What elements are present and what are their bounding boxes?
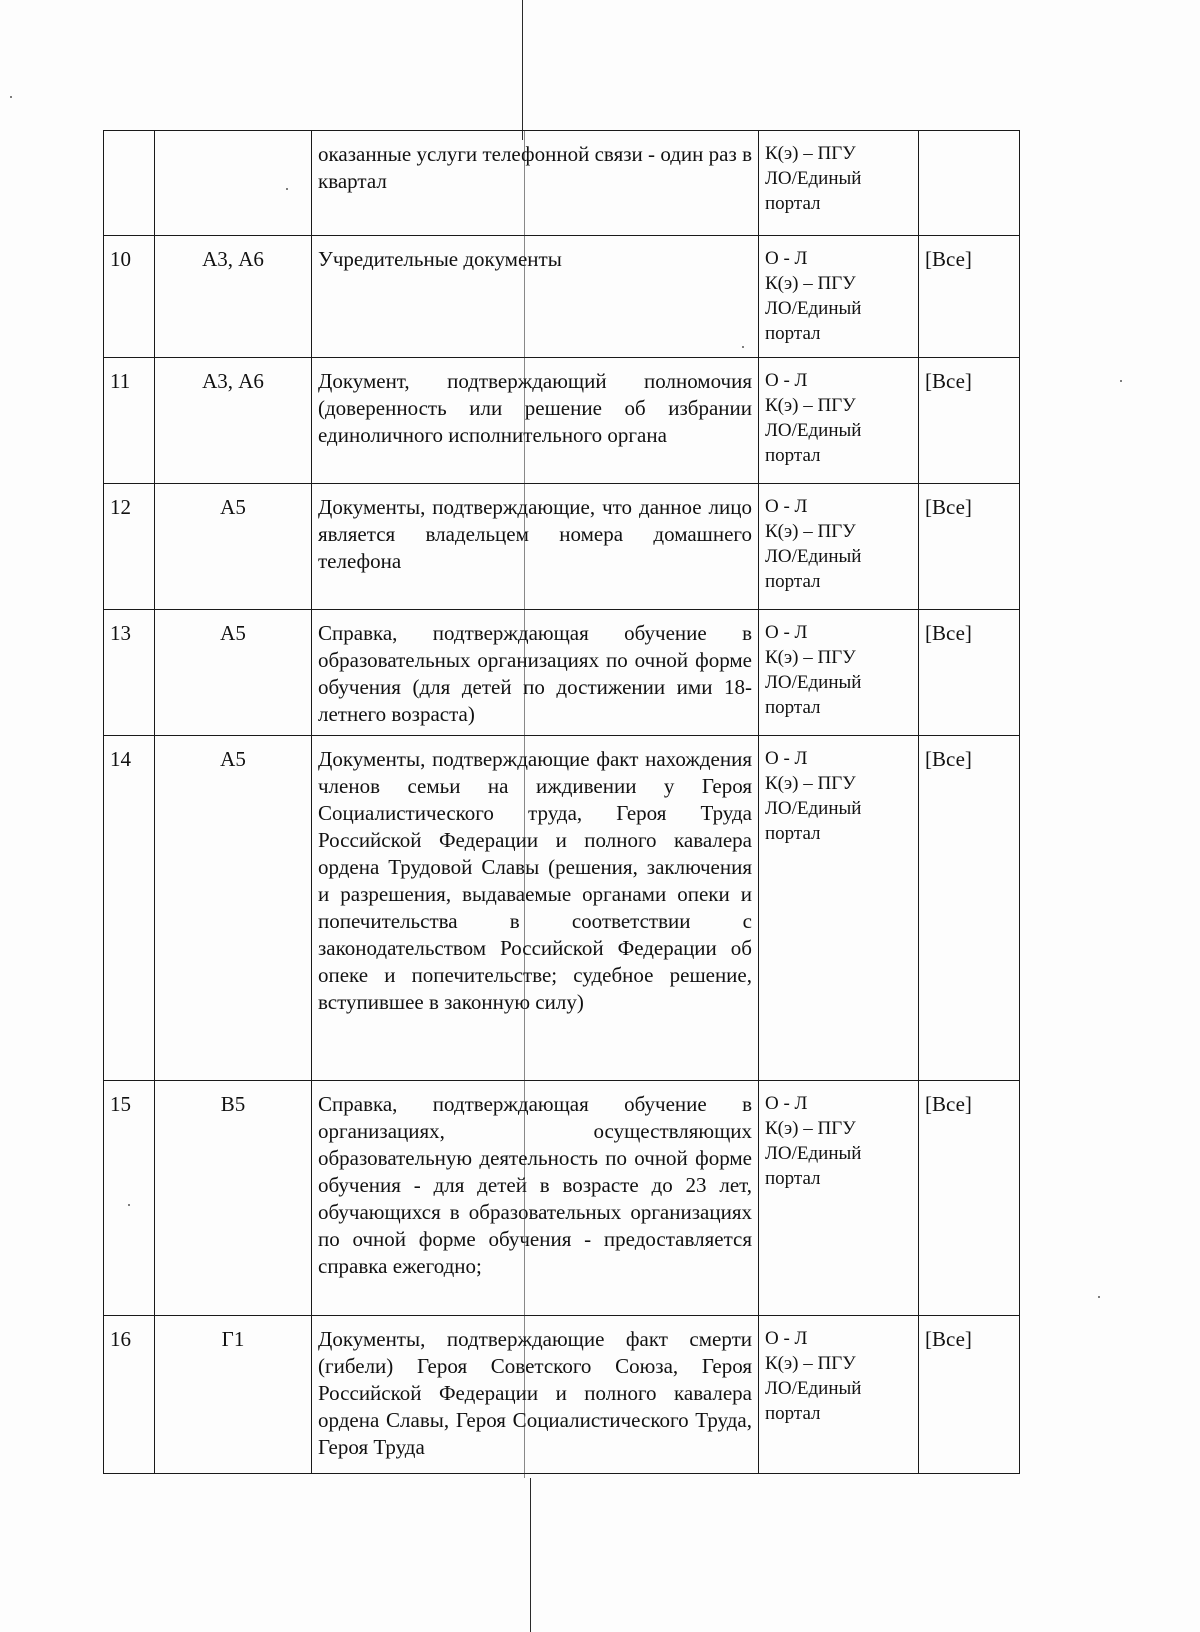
row-code <box>155 131 312 236</box>
row-document: Документ, подтверждающий полномочия (доверенность или решение об избрании единоличного исполнительного органа <box>312 358 759 484</box>
row-code: А3, А6 <box>155 358 312 484</box>
form-line: ЛО/Единый <box>765 546 862 567</box>
row-document: Документы, подтверждающие, что данное лицо является владельцем номера домашнего телефона <box>312 484 759 610</box>
form-line: портал <box>765 193 821 214</box>
table-row <box>104 131 1020 236</box>
table-row <box>104 358 1020 484</box>
row-number: 11 <box>104 358 155 484</box>
scan-fold-line-bottom <box>530 1478 531 1632</box>
row-code: А5 <box>155 736 312 1081</box>
row-number: 16 <box>104 1316 155 1474</box>
table-row <box>104 236 1020 358</box>
scan-speck <box>742 346 744 348</box>
form-line: портал <box>765 1168 821 1189</box>
form-line: О - Л <box>765 370 808 391</box>
row-number: 12 <box>104 484 155 610</box>
row-number <box>104 131 155 236</box>
table-row <box>104 610 1020 736</box>
row-document: Документы, подтверждающие факт смерти (гибели) Героя Советского Союза, Героя Российской Федерации и полного кавалера ордена Славы, Героя Социалистического Труда, Героя Труда <box>312 1316 759 1474</box>
row-applicability: [Все] <box>919 610 1020 736</box>
table-row <box>104 1081 1020 1316</box>
scan-speck <box>1120 380 1122 382</box>
form-line: портал <box>765 445 821 466</box>
form-line: К(э) – ПГУ <box>765 521 856 542</box>
row-number: 14 <box>104 736 155 1081</box>
form-line: ЛО/Единый <box>765 672 862 693</box>
row-number: 10 <box>104 236 155 358</box>
row-submission-form <box>759 484 919 610</box>
form-line: портал <box>765 571 821 592</box>
row-submission-form <box>759 358 919 484</box>
form-line: О - Л <box>765 496 808 517</box>
form-line: К(э) – ПГУ <box>765 647 856 668</box>
row-number: 13 <box>104 610 155 736</box>
row-submission-form <box>759 610 919 736</box>
form-line: О - Л <box>765 1328 808 1349</box>
row-submission-form <box>759 236 919 358</box>
form-line: К(э) – ПГУ <box>765 1118 856 1139</box>
row-submission-form <box>759 1081 919 1316</box>
row-applicability: [Все] <box>919 1081 1020 1316</box>
row-applicability: [Все] <box>919 484 1020 610</box>
table-row <box>104 736 1020 1081</box>
row-document: Справка, подтверждающая обучение в организациях, осуществляющих образовательную деятельность по очной форме обучения - для детей в возрасте до 23 лет, обучающихся в образовательных организациях по очной форме обучения - предоставляется справка ежегодно; <box>312 1081 759 1316</box>
row-code: А5 <box>155 610 312 736</box>
scan-speck <box>128 1204 130 1206</box>
form-line: ЛО/Единый <box>765 168 862 189</box>
row-applicability: [Все] <box>919 236 1020 358</box>
form-line: О - Л <box>765 622 808 643</box>
form-line: К(э) – ПГУ <box>765 773 856 794</box>
form-line: К(э) – ПГУ <box>765 143 856 164</box>
row-applicability: [Все] <box>919 1316 1020 1474</box>
row-code: В5 <box>155 1081 312 1316</box>
form-line: К(э) – ПГУ <box>765 273 856 294</box>
row-applicability: [Все] <box>919 358 1020 484</box>
row-submission-form <box>759 131 919 236</box>
row-document: Документы, подтверждающие факт нахождения членов семьи на иждивении у Героя Социалистического труда, Героя Труда Российской Федерации и полного кавалера ордена Трудовой Славы (решения, заключения и разрешения, выдаваемые органами опеки и попечительства в соответствии с законодательством Российской Федерации об опеке и попечительстве; судебное решение, вступившее в законную силу) <box>312 736 759 1081</box>
row-submission-form <box>759 736 919 1081</box>
documents-table <box>103 130 1020 1474</box>
row-code: А5 <box>155 484 312 610</box>
scan-fold-line-top <box>522 0 523 140</box>
scan-speck <box>10 96 12 98</box>
row-applicability: [Все] <box>919 736 1020 1081</box>
scan-speck <box>286 188 288 190</box>
form-line: портал <box>765 823 821 844</box>
form-line: ЛО/Единый <box>765 798 862 819</box>
row-code: А3, А6 <box>155 236 312 358</box>
form-line: портал <box>765 697 821 718</box>
form-line: О - Л <box>765 748 808 769</box>
form-line: К(э) – ПГУ <box>765 395 856 416</box>
row-document: Учредительные документы <box>312 236 759 358</box>
scan-fold-line-through-table <box>524 130 525 1478</box>
table-row <box>104 484 1020 610</box>
form-line: О - Л <box>765 1093 808 1114</box>
documents-table-body <box>104 131 1020 1474</box>
form-line: портал <box>765 323 821 344</box>
row-submission-form <box>759 1316 919 1474</box>
row-number: 15 <box>104 1081 155 1316</box>
row-applicability <box>919 131 1020 236</box>
row-code: Г1 <box>155 1316 312 1474</box>
form-line: О - Л <box>765 248 808 269</box>
form-line: ЛО/Единый <box>765 1378 862 1399</box>
form-line: ЛО/Единый <box>765 298 862 319</box>
form-line: портал <box>765 1403 821 1424</box>
form-line: ЛО/Единый <box>765 1143 862 1164</box>
scan-speck <box>1098 1296 1100 1298</box>
row-document: оказанные услуги телефонной связи - один раз в квартал <box>312 131 759 236</box>
table-row <box>104 1316 1020 1474</box>
row-document: Справка, подтверждающая обучение в образовательных организациях по очной форме обучения (для детей по достижении ими 18-летнего возраста) <box>312 610 759 736</box>
form-line: К(э) – ПГУ <box>765 1353 856 1374</box>
form-line: ЛО/Единый <box>765 420 862 441</box>
